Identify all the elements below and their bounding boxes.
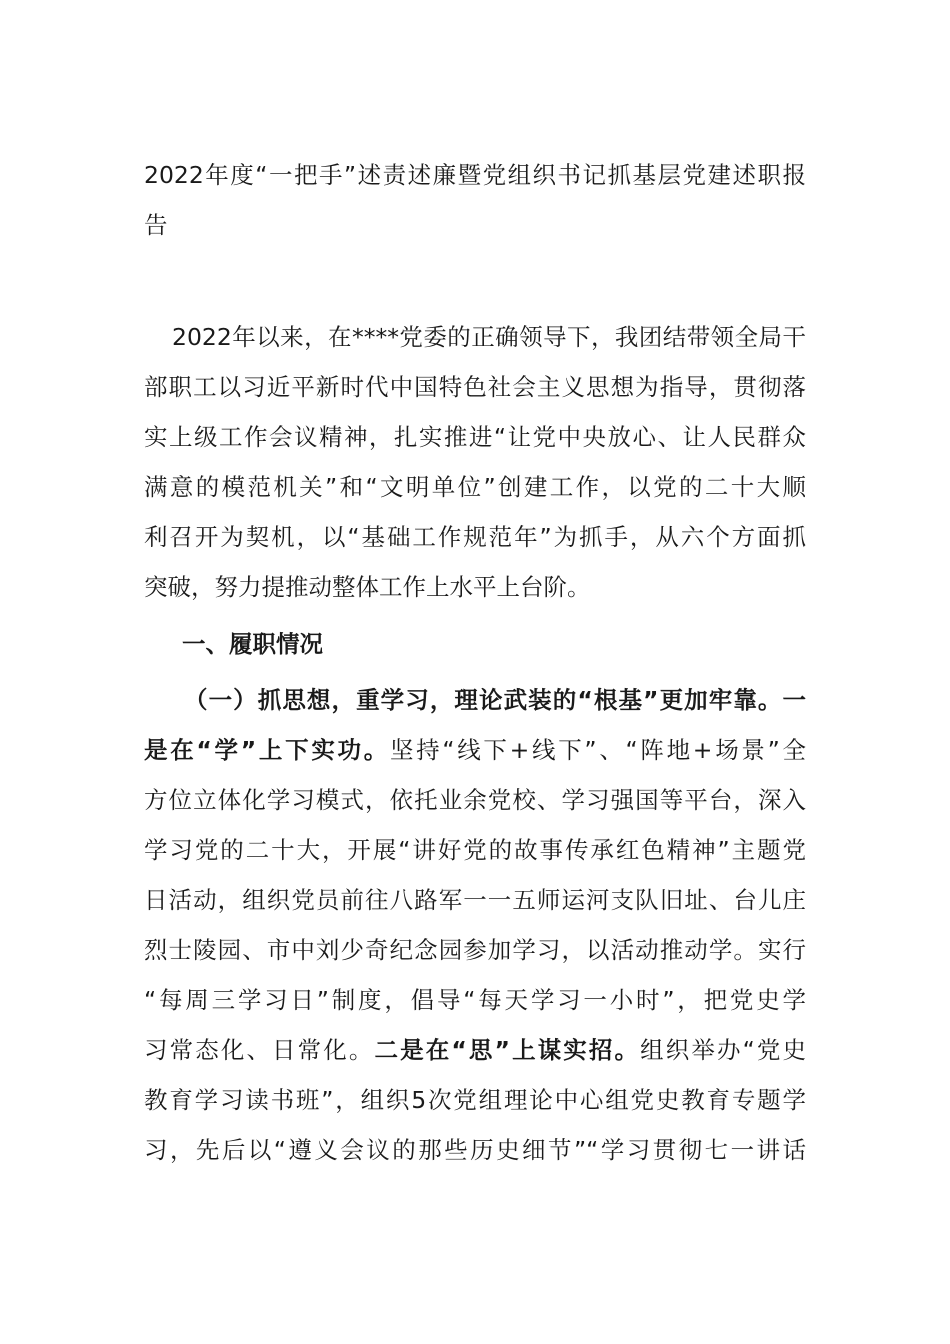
body-line-6: “每周三学习日”制度，倡导“每天学习一小时”，把党史学 [144,986,806,1014]
body-line-9: 习，先后以“遵义会议的那些历史细节”“学习贯彻七一讲话 [144,1136,806,1164]
document-title-line-1: 2022年度“一把手”述责述廉暨党组织书记抓基层党建述职报 [144,161,806,189]
body-line-5: 烈士陵园、市中刘少奇纪念园参加学习，以活动推动学。实行 [144,936,806,964]
intro-paragraph-line-5: 利召开为契机，以“基础工作规范年”为抓手，从六个方面抓 [144,523,806,551]
point-one-lead-start: 一 [782,686,806,714]
document-title-line-2: 告 [144,211,168,239]
body-line-1-text: 坚持“线下+线下”、“阵地+场景”全 [389,736,806,764]
body-line-2: 方位立体化学习模式，依托业余党校、学习强国等平台，深入 [144,786,806,814]
body-line-1 [144,733,806,767]
body-line-8: 教育学习读书班”，组织5次党组理论中心组党史教育专题学 [144,1086,806,1114]
body-line-4: 日活动，组织党员前往八路军一一五师运河支队旧址、台儿庄 [144,886,806,914]
intro-paragraph-line-2: 部职工以习近平新时代中国特色社会主义思想为指导，贯彻落 [144,373,806,401]
point-two-lead: 二是在“思”上谋实招。 [374,1036,641,1064]
body-line-3: 学习党的二十大，开展“讲好党的故事传承红色精神”主题党 [144,836,806,864]
body-line-7-text-c: 组织举办“党史 [640,1036,806,1064]
intro-paragraph-line-3: 实上级工作会议精神，扎实推进“让党中央放心、让人民群众 [144,423,806,451]
body-line-7-text-a: 习常态化、日常化。 [144,1036,375,1064]
point-one-lead: 是在“学”上下实功。 [144,736,390,764]
body-line-7 [144,1033,806,1067]
intro-paragraph-line-4: 满意的模范机关”和“文明单位”创建工作，以党的二十大顺 [144,473,806,501]
subsection-heading-text: （一）抓思想，重学习，理论武装的“根基”更加牢靠。 [184,686,783,714]
intro-paragraph-line-6: 突破，努力提推动整体工作上水平上台阶。 [144,573,591,601]
intro-paragraph-line-1: 2022年以来，在****党委的正确领导下，我团结带领全局干 [172,323,806,351]
section-heading-performance: 一、履职情况 [182,630,323,658]
subsection-heading-line [184,683,806,717]
